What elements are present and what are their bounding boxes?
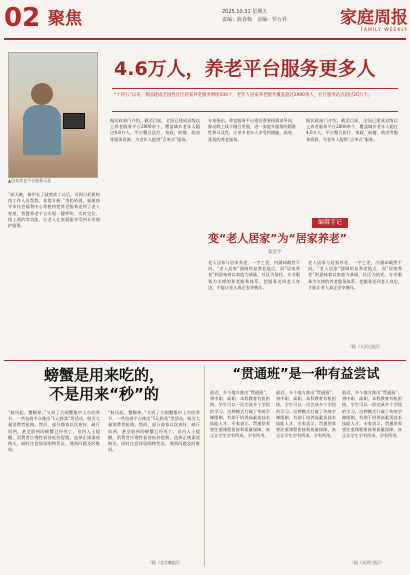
brand-logo — [316, 8, 408, 38]
lead-summary: “十四五”以来，我国建成全国性社区居家养老服务网络500个，老年人居家养老服务覆盖超过2990余人，社区服务站点超过20万个。 — [114, 93, 373, 98]
lead-body-col3: 专家指出，养老服务平台建设要坚持需求导向，推动线上线下融合发展，进一步提升服务的精准性和可及性，让更多老年人享受到便捷、高效、优质的养老服务。 — [208, 118, 296, 142]
lead-headline: 4.6万人，养老平台服务更多人 — [114, 58, 376, 80]
sidebar-box — [208, 218, 402, 356]
column-divider — [204, 366, 205, 566]
issue-date: 2025.10.31 星期五 — [222, 9, 268, 15]
bottom-left-article — [8, 366, 200, 571]
bottom-left-footer: （据《北京晚报》） — [148, 560, 182, 565]
photo-device — [63, 113, 85, 129]
bottom-left-body-col2: “秋风起，蟹脚痒。”又到了大闸蟹集中上市的季节，一些电商平台推出“1元秒杀”等活动，吸引大量消费者抢购。然而，部分商家以次充好、缺斤短两，甚至收到的螃蟹已经死亡。业内人士提醒，消费者应理性看待低价促销，选择正规渠道购买，同时注意保留购物凭证，遇到问题及时维权。 — [108, 410, 200, 453]
bottom-right-body-col1: 最近，多个地方推出“贯通班”，将中职、高职、本科教育有机衔接，学生可以一次完成多个学段的学习。这种模式打破了传统学制限制，有助于培养高素质技术技能人才。专家表示，贯通培养要注重课程衔接和质量保障，真正让学生学有所成、学有所用。 — [210, 390, 270, 439]
sidebar-footer: （据《人民日报》） — [348, 344, 382, 349]
bottom-left-headline-2: 不是用来“秒”的 — [49, 385, 159, 403]
lead-summary-box — [112, 88, 398, 112]
photo-figure-body — [23, 105, 61, 155]
mid-divider — [4, 360, 406, 361]
brand-cn: 家庭周报 — [340, 8, 408, 28]
brand-en: FAMILY WEEKLY — [360, 28, 408, 33]
sidebar-author: 张宏宇 — [268, 250, 282, 255]
page-header — [0, 0, 410, 46]
sidebar-body-col2: 老人居家与居家养老，一字之差，内涵却截然不同。“老人居家”强调的是养老地点，而“居家养老”则意味着以家庭为基础、社区为依托、专业服务为支撑的养老服务体系。把服务送到老人身边，才能让老人真正安享晚年。 — [308, 260, 402, 290]
bottom-left-body-col1: “秋风起，蟹脚痒。”又到了大闸蟹集中上市的季节，一些电商平台推出“1元秒杀”等活动，吸引大量消费者抢购。然而，部分商家以次充好、缺斤短两，甚至收到的螃蟹已经死亡。业内人士提醒，消费者应理性看待低价促销，选择正规渠道购买，同时注意保留购物凭证，遇到问题及时维权。 — [8, 410, 100, 453]
page-number: 02 — [4, 3, 41, 33]
lead-photo — [8, 52, 98, 178]
bottom-left-headline-1: 螃蟹是用来吃的， — [43, 366, 164, 384]
bottom-right-headline: “贯通班”是一种有益尝试 — [232, 367, 380, 382]
bottom-right-footer: （据《光明日报》） — [350, 560, 384, 565]
sidebar-body-col1: 老人居家与居家养老，一字之差，内涵却截然不同。“老人居家”强调的是养老地点，而“居家养老”则意味着以家庭为基础、社区为依托、专业服务为支撑的养老服务体系。把服务送到老人身边，才能让老人真正安享晚年。 — [208, 260, 300, 290]
lead-body-col2: 据民政部门介绍，截至目前，全国已建成县级以上养老服务平台2800余个，覆盖城乡老年人超过4.6万人。平台整合医疗、家政、助餐、助浴等服务资源，为老年人提供“点单式”服务。 — [110, 118, 200, 142]
section-title: 聚焦 — [48, 9, 82, 29]
header-rule — [4, 38, 406, 40]
lead-article — [8, 46, 402, 358]
editor-credit: 责编：陈春梅 美编：罗万祥 — [222, 17, 288, 23]
sidebar-tag: 编辑手记 — [312, 218, 348, 228]
bottom-right-body-col3: 最近，多个地方推出“贯通班”，将中职、高职、本科教育有机衔接，学生可以一次完成多个学段的学习。这种模式打破了传统学制限制，有助于培养高素质技术技能人才。专家表示，贯通培养要注重课程衔接和质量保障，真正让学生学有所成、学有所用。 — [342, 390, 402, 439]
photo-caption: ▲居家养老平台服务示意 — [8, 178, 52, 183]
lead-body-col4: 据民政部门介绍，截至目前，全国已建成县级以上养老服务平台2800余个，覆盖城乡老年人超过4.6万人。平台整合医疗、家政、助餐、助浴等服务资源，为老年人提供“点单式”服务。 — [306, 118, 398, 142]
photo-figure — [31, 83, 53, 105]
bottom-right-body-col2: 最近，多个地方推出“贯通班”，将中职、高职、本科教育有机衔接，学生可以一次完成多个学段的学习。这种模式打破了传统学制限制，有助于培养高素质技术技能人才。专家表示，贯通培养要注重课程衔接和质量保障，真正让学生学有所成、学有所用。 — [276, 390, 336, 439]
lead-body-col1: “前天晚，指甲长了就剪夜了以后，可到日托机构找工作人员帮我，非常方便。”李奶奶说，福建南平市社会福利中心等机构把养老服务送到了老人家里。智慧养老平台实现一键呼叫、实时定位、线上预约等功能，让老人在家就能享受到专业照护服务。 — [8, 192, 100, 229]
bottom-right-article — [210, 366, 402, 571]
sidebar-headline: 变“老人居家”为“居家养老” — [208, 232, 347, 245]
